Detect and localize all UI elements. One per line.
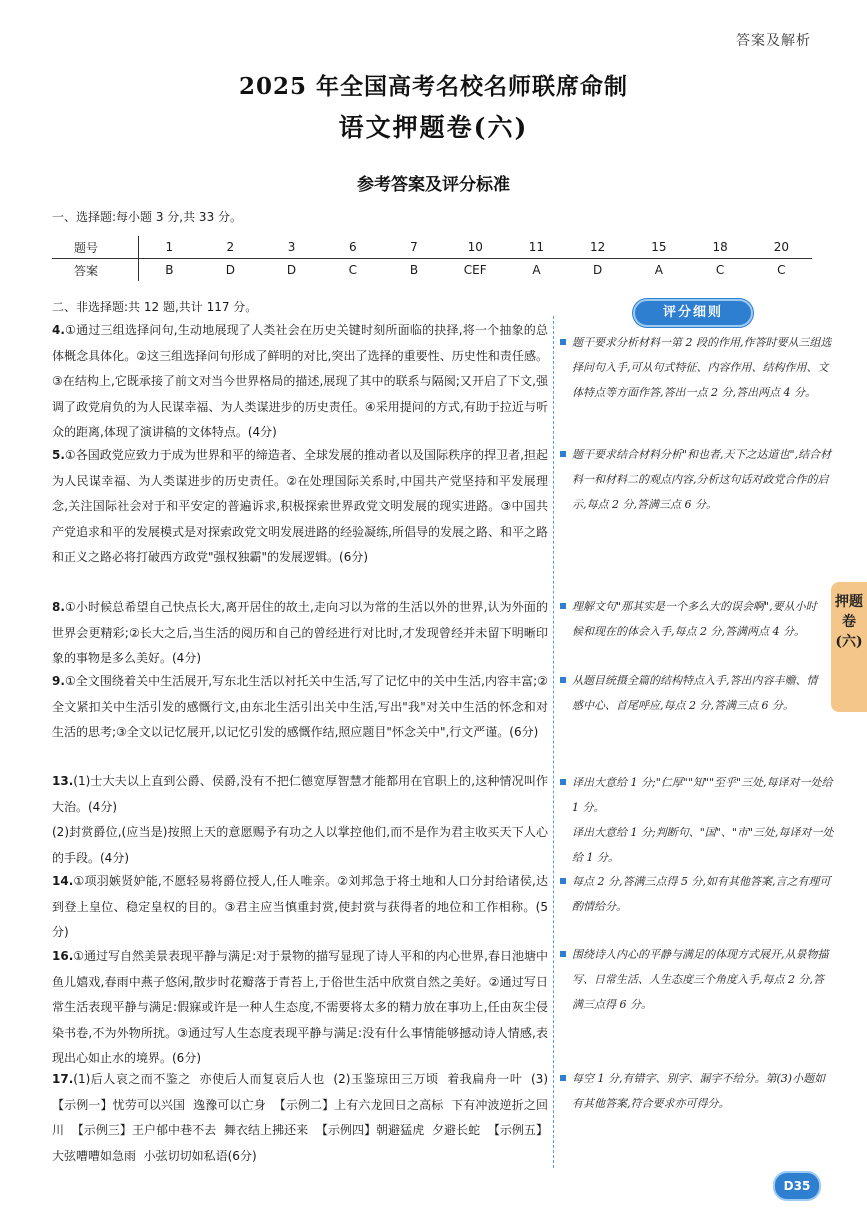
- answer-text: (1)后人哀之而不鉴之 亦使后人而复哀后人也 (2)玉鉴琼田三万顷 着我扁舟一叶 (3)【示例一】忧劳可以兴国 逸豫可以亡身 【示例二】上有六龙回日之高标 下有冲波逆折之回川 【示例三】王户郁中巷不去 舞衣结上拂还来 【示例四】朝避猛虎 夕避长蛇 【示例五】大弦嘈嘈如急雨 小弦切切如私语(6分): [52, 1072, 548, 1163]
- answer-cell: C: [715, 263, 725, 277]
- question-number: 15: [628, 236, 689, 259]
- answer-item-q9: [52, 669, 548, 746]
- question-label: 13.: [52, 774, 74, 788]
- question-number: 10: [445, 236, 506, 259]
- question-number: 20: [751, 236, 812, 259]
- scoring-note-q5: 题干要求结合材料分析"和也者,天下之达道也",结合材料一和材料二的观点内容,分析这句话对政党合作的启示,每点 2 分,答满三点 6 分。: [560, 442, 834, 517]
- scoring-note-q13: 译出大意给 1 分;"仁厚""知""至乎"三处,每译对一处给 1 分。 译出大意给 1 分;判断句、"国"、"市"三处,每译对一处给 1 分。: [560, 770, 834, 870]
- question-number: 1: [139, 236, 200, 259]
- question-label: 4.: [52, 323, 65, 337]
- column-divider: [553, 316, 554, 1168]
- answer-cell: D: [593, 263, 603, 277]
- answer-cell: A: [532, 263, 541, 277]
- answer-item-q8: [52, 595, 548, 672]
- answer-key-heading: 参考答案及评分标准: [357, 175, 510, 195]
- scoring-note-q16: 围绕诗人内心的平静与满足的体现方式展开,从景物描写、日常生活、人生态度三个角度入手,每点 2 分,答满三点得 6 分。: [560, 942, 834, 1017]
- answer-text: (1)士大夫以上直到公爵、侯爵,没有不把仁德宽厚智慧才能都用在官职上的,这种情况叫作大治。(4分) (2)封赏爵位,(应当是)按照上天的意愿赐予有功之人以掌控他们,而不是作为君主收买天下人心的手段。(4分): [52, 774, 548, 865]
- question-number: 12: [567, 236, 628, 259]
- question-label: 8.: [52, 600, 65, 614]
- question-label: 16.: [52, 949, 74, 963]
- row-label-answer: 答案: [52, 259, 139, 282]
- question-number: 18: [689, 236, 750, 259]
- answer-item-q14: [52, 869, 548, 946]
- answer-cell: B: [409, 263, 419, 277]
- answer-table: [52, 236, 812, 281]
- scoring-note-q9: 从题目统摄全篇的结构特点入手,答出内容丰赡、情感中心、首尾呼应,每点 2 分,答满三点 6 分。: [560, 668, 822, 718]
- answer-cell: D: [225, 263, 235, 277]
- question-label: 14.: [52, 874, 74, 888]
- scoring-note-q8: 理解文句"那其实是一个多么大的误会啊",要从小时候和现在的体会入手,每点 2 分,答满两点 4 分。: [560, 594, 822, 644]
- answer-item-q17: [52, 1067, 548, 1169]
- answer-text: ①项羽嫉贤妒能,不愿轻易将爵位授人,任人唯亲。②刘邦急于将土地和人口分封给诸侯,达到登上皇位、稳定皇权的目的。③君主应当慎重封赏,使封赏与获得者的地位和工作相称。(5分): [52, 874, 548, 939]
- answer-cell: C: [348, 263, 357, 277]
- answer-cell: C: [777, 263, 786, 277]
- question-number: 7: [383, 236, 444, 259]
- scoring-details-badge: 评分细则: [633, 299, 753, 327]
- answer-cell: CEF: [463, 263, 487, 277]
- answer-text: ①各国政党应致力于成为世界和平的缔造者、全球发展的推动者以及国际秩序的捍卫者,担起为人民谋幸福、为人类谋进步的历史责任。②在处理国际关系时,中国共产党坚持和平发展理念,关注国际社会对于和平安定的普遍诉求,积极探索世界政党文明发展的现实进路。③中国共产党追求和平的发展模式是对探索政党文明发展进路的经验凝练,所倡导的发展之路、和平之路和正义之路必将打破西方政党"强权独霸"的发展逻辑。(6分): [52, 448, 548, 564]
- exam-subtitle: 语文押题卷(六): [338, 113, 529, 142]
- answer-text: ①通过三组选择问句,生动地展现了人类社会在历史关键时刻所面临的抉择,将一个抽象的总体概念具体化。②这三组选择问句形成了鲜明的对比,突出了选择的重要性、历史性和责任感。③在结构上,它既承接了前文对当今世界格局的描述,展现了其中的联系与隔阂;又开启了下文,强调了政党肩负的为人民谋幸福、为人类谋进步的历史责任。④采用提问的方式,有助于拉近与听众的距离,体现了演讲稿的文体特点。(4分): [52, 323, 548, 439]
- answer-item-q13: [52, 769, 548, 871]
- question-label: 5.: [52, 448, 65, 462]
- question-number: 6: [322, 236, 383, 259]
- question-number: 3: [261, 236, 322, 259]
- header-tag: 答案及解析: [736, 33, 811, 49]
- question-number: 2: [200, 236, 261, 259]
- side-tab: 押题卷(六): [831, 582, 867, 712]
- exam-title: 2025 年全国高考名校名师联席命制: [238, 73, 629, 100]
- answer-cell: A: [654, 263, 663, 277]
- answer-text: ①通过写自然美景表现平静与满足:对于景物的描写显现了诗人平和的内心世界,春日池塘中鱼儿嬉戏,春雨中燕子悠闲,散步时花瓣落于青苔上,于俗世生活中欣赏自然之美好。②通过写日常生活表现平静与满足:假寐或许是一种人生态度,不需要将太多的精力放在事功上,任由灰尘侵染书卷,不为外物所扰。③通过写人生态度表现平静与满足:没有什么事情能够撼动诗人情感,表现出心如止水的境界。(6分): [52, 949, 548, 1065]
- answer-item-q16: [52, 944, 548, 1072]
- row-label-number: 题号: [52, 236, 139, 259]
- answer-table-row-numbers: [52, 236, 812, 259]
- scoring-note-q14: 每点 2 分,答满三点得 5 分,如有其他答案,言之有理可酌情给分。: [560, 869, 834, 919]
- page-number: D35: [773, 1171, 821, 1201]
- answer-item-q5: [52, 443, 548, 571]
- answer-table-row-answers: [52, 259, 812, 282]
- question-number: 11: [506, 236, 567, 259]
- scoring-note-q17: 每空 1 分,有错字、别字、漏字不给分。第(3)小题如有其他答案,符合要求亦可得分。: [560, 1066, 834, 1116]
- answer-text: ①小时候总希望自己快点长大,离开居住的故土,走向习以为常的生活以外的世界,认为外面的世界会更精彩;②长大之后,当生活的阅历和自己的曾经进行对比时,才发现曾经并未留下明晰印象的事物是多么美好。(4分): [52, 600, 548, 665]
- answer-text: ①全文围绕着关中生活展开,写东北生活以衬托关中生活,写了记忆中的关中生活,内容丰富;②全文紧扣关中生活引发的感慨行文,由东北生活引出关中生活,写出"我"对关中生活的怀念和对生活的思考;③全文以记忆展开,以记忆引发的感慨作结,照应题目"怀念关中",行文严谨。(6分): [52, 674, 548, 739]
- question-label: 9.: [52, 674, 65, 688]
- answer-item-q4: [52, 318, 548, 446]
- answer-cell: D: [286, 263, 297, 277]
- section-heading-nonchoice: 二、非选择题:共 12 题,共计 117 分。: [52, 300, 258, 314]
- question-label: 17.: [52, 1072, 74, 1086]
- answer-cell: B: [165, 263, 174, 277]
- scoring-note-q4: 题干要求分析材料一第 2 段的作用,作答时要从三组选择问句入手,可从句式特征、内容作用、结构作用、文体特点等方面作答,答出一点 2 分,答出两点 4 分。: [560, 330, 834, 405]
- section-heading-choice: 一、选择题:每小题 3 分,共 33 分。: [52, 210, 243, 224]
